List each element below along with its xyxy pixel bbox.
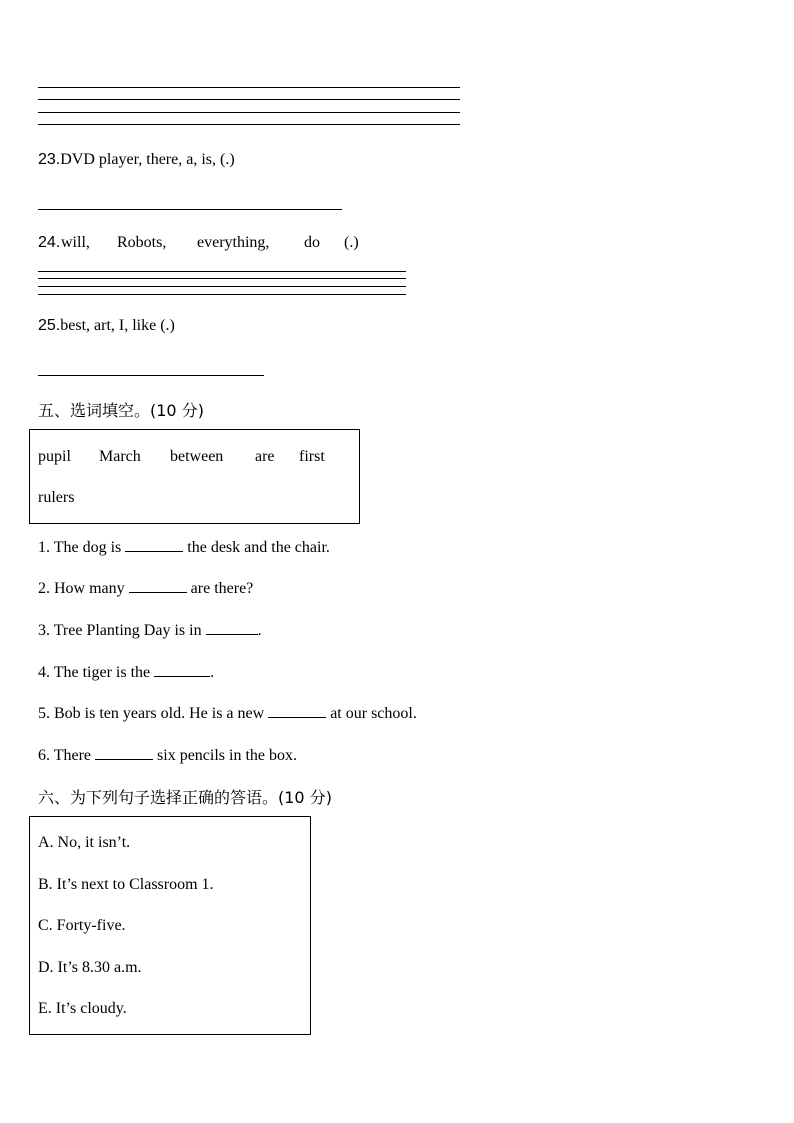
answer-option: B. It’s next to Classroom 1.	[38, 876, 214, 893]
item-text: .	[210, 664, 215, 681]
item-text: 6. There	[38, 747, 96, 764]
answer-option: A. No, it isn’t.	[38, 834, 131, 851]
item-text: .	[257, 622, 262, 639]
word-bank-item: are	[255, 448, 275, 465]
question-25	[38, 317, 175, 335]
word-bank-item: between	[170, 448, 224, 465]
word-item: do	[304, 234, 320, 251]
answer-option: E. It’s cloudy.	[38, 1000, 127, 1017]
item-text: 5. Bob is ten years old. He is a new	[38, 705, 269, 722]
answer-line	[38, 294, 406, 295]
item-text: 1. The dog is	[38, 539, 126, 556]
fill-item-1	[38, 537, 330, 557]
item-text: at our school.	[326, 705, 417, 722]
question-number: 24.	[38, 234, 61, 251]
answer-line	[38, 209, 342, 210]
word-bank-box	[29, 429, 360, 524]
word-item: Robots,	[117, 234, 167, 251]
section-6-heading: 六、为下列句子选择正确的答语。(10 分)	[38, 788, 332, 807]
item-text: 4. The tiger is the	[38, 664, 155, 681]
word-bank-item: rulers	[38, 489, 75, 506]
word-bank-item: pupil	[38, 448, 71, 465]
answer-line	[38, 124, 460, 125]
fill-item-3	[38, 620, 262, 640]
word-bank-item: March	[99, 448, 141, 465]
answer-line	[38, 375, 264, 376]
answer-line	[38, 112, 460, 113]
fill-item-6	[38, 745, 297, 765]
item-text: six pencils in the box.	[153, 747, 297, 764]
fill-item-2	[38, 578, 253, 598]
answer-line	[38, 87, 460, 88]
blank-field[interactable]	[129, 578, 187, 593]
answer-line	[38, 278, 406, 279]
question-text: DVD player, there, a, is, (.)	[60, 151, 235, 168]
word-bank-item: first	[299, 448, 325, 465]
blank-field[interactable]	[125, 537, 183, 552]
answer-line	[38, 286, 406, 287]
blank-field[interactable]	[154, 662, 210, 677]
answer-line	[38, 271, 406, 272]
word-item: (.)	[344, 234, 359, 251]
question-text: best, art, I, like (.)	[60, 317, 175, 334]
answer-options-box	[29, 816, 311, 1035]
answer-line	[38, 99, 460, 100]
question-24	[38, 234, 60, 252]
answer-option: C. Forty-five.	[38, 917, 126, 934]
question-number: 25.	[38, 317, 61, 334]
question-number: 23.	[38, 151, 61, 168]
item-text: are there?	[186, 580, 254, 597]
item-text: 2. How many	[38, 580, 129, 597]
item-text: the desk and the chair.	[183, 539, 330, 556]
blank-field[interactable]	[206, 620, 258, 635]
question-23	[38, 151, 235, 169]
word-item: everything,	[197, 234, 270, 251]
blank-field[interactable]	[95, 745, 153, 760]
fill-item-4	[38, 662, 214, 682]
answer-option: D. It’s 8.30 a.m.	[38, 959, 142, 976]
section-5-heading: 五、选词填空。(10 分)	[38, 401, 204, 420]
blank-field[interactable]	[268, 703, 326, 718]
fill-item-5	[38, 703, 417, 723]
item-text: 3. Tree Planting Day is in	[38, 622, 206, 639]
word-item: will,	[61, 234, 90, 251]
